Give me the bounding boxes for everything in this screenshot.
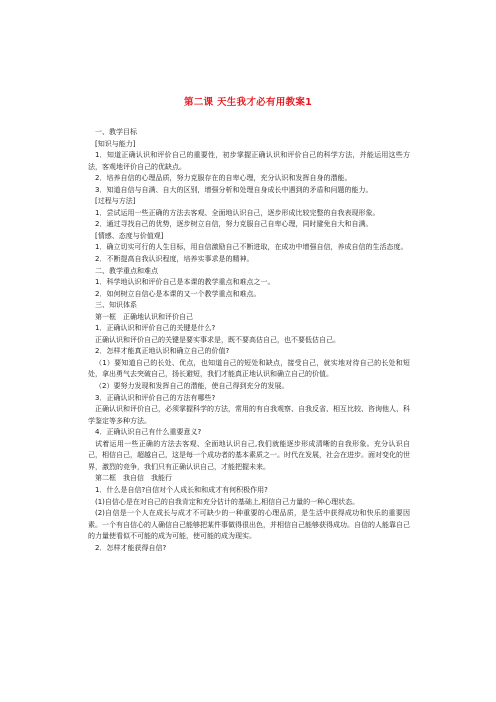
body-paragraph: 1．知道正确认识和评价自己的重要性，初步掌握正确认识和评价自己的科学方法，并能运用这些方法，客观地评价自己的优缺点。 xyxy=(88,151,410,171)
body-paragraph: 三、知识体系 xyxy=(95,301,137,310)
body-paragraph: 正确认识和评价自己，必须掌握科学的方法，常用的有自我观察、自我反省、相互比较、咨询他人、科学鉴定等多种方法。 xyxy=(88,405,410,425)
body-paragraph: [情感、态度与价值观] xyxy=(95,231,164,240)
body-paragraph: 2．怎样才能真正地认识和确立自己的价值? xyxy=(95,347,230,356)
body-paragraph: 2．培养自信的心理品质，努力克服存在的自卑心理，充分认识和发挥自身的潜能。 xyxy=(95,174,352,183)
body-paragraph: 2．怎样才能获得自信? xyxy=(95,543,167,552)
body-paragraph: 第一框 正确地认识和评价自己 xyxy=(95,312,193,321)
body-paragraph: 1．什么是自信?自信对个人成长和和成才有何积极作用? xyxy=(95,485,268,494)
body-paragraph: 2．如何树立自信心是本课的又一个教学重点和难点。 xyxy=(95,289,261,298)
body-paragraph: 一、教学目标 xyxy=(95,128,137,136)
body-paragraph: [过程与方法] xyxy=(95,197,136,206)
body-paragraph: （1）要知道自己的长处、优点，也知道自己的短处和缺点，接受自己，就实地对待自己的长处和短处，拿出勇气去突破自己，扬长避短，我们才能真正地认识和确立自己的价值。 xyxy=(88,358,410,379)
body-paragraph: 3．正确认识和评价自己的方法有哪些? xyxy=(95,393,216,402)
body-paragraph: 1．正确认识和评价自己的关键是什么? xyxy=(95,324,216,333)
body-paragraph: 1．科学地认识和评价自己是本课的教学重点和难点之一。 xyxy=(95,278,275,287)
body-paragraph: 1．尝试运用一些正确的方法去客观、全面地认识自己，逐步形成比较完整的自我表现形象。 xyxy=(95,208,380,217)
body-paragraph: （2）要努力发现和发挥自己的潜能，使自己得到充分的发展。 xyxy=(95,382,289,391)
body-paragraph: 2．通过寻找自己的优势，逐步树立自信，努力克服自己自卑心理，同时避免自大和自满。 xyxy=(95,220,373,229)
body-paragraph: 4．正确认识自己有什么重要意义? xyxy=(95,428,202,437)
body-paragraph: [知识与能力] xyxy=(95,139,136,148)
body-paragraph: 第二框 我自信 我能行 xyxy=(95,474,172,483)
body-paragraph: 2．不断提高自我认识程度，培养实事求是的精神。 xyxy=(95,255,254,264)
body-paragraph: (2)自信是一个人在成长与成才不可缺少的一种重要的心理品质，是生活中获得成功和快乐的重要因素。一个有自信心的人确信自己能够把某件事做得很出色，并相信自己能够获得成功。自信的人能靠自己的力量使看似不可能的成为可能，使可能的成为现实。 xyxy=(88,509,410,541)
body-paragraph: 正确认识和评价自己的关键是要实事求是，既不要高估自己，也不要低估自己。 xyxy=(95,335,340,344)
body-paragraph: 3．知道自信与自满、自大的区别，增强分析和处理自身成长中遇到的矛盾和问题的能力。 xyxy=(95,185,373,194)
body-paragraph: 试着运用一些正确的方法去客观、全面地认识自己,我们就能逐步形成清晰的自我形象。充分认识自己，相信自己，超越自己，这是每一个成功者的基本素质之一。时代在发展，社会在进步。面对变化的世界，激烈的竞争，我们只有正确认识自己，才能把握未来。 xyxy=(88,439,410,471)
body-paragraph: 1．确立切实可行的人生目标，用自信激励自己不断进取，在成功中增强自信，养成自信的生活态度。 xyxy=(95,243,408,252)
document-body xyxy=(88,127,410,554)
body-paragraph: (1)自信心是在对自己的自我肯定和充分估计的基础上,相信自己力量的一种心理状态。 xyxy=(95,497,360,506)
body-paragraph: 二、教学重点和难点 xyxy=(95,266,158,275)
document-title: 第二课 天生我才必有用教案1 xyxy=(183,97,313,108)
